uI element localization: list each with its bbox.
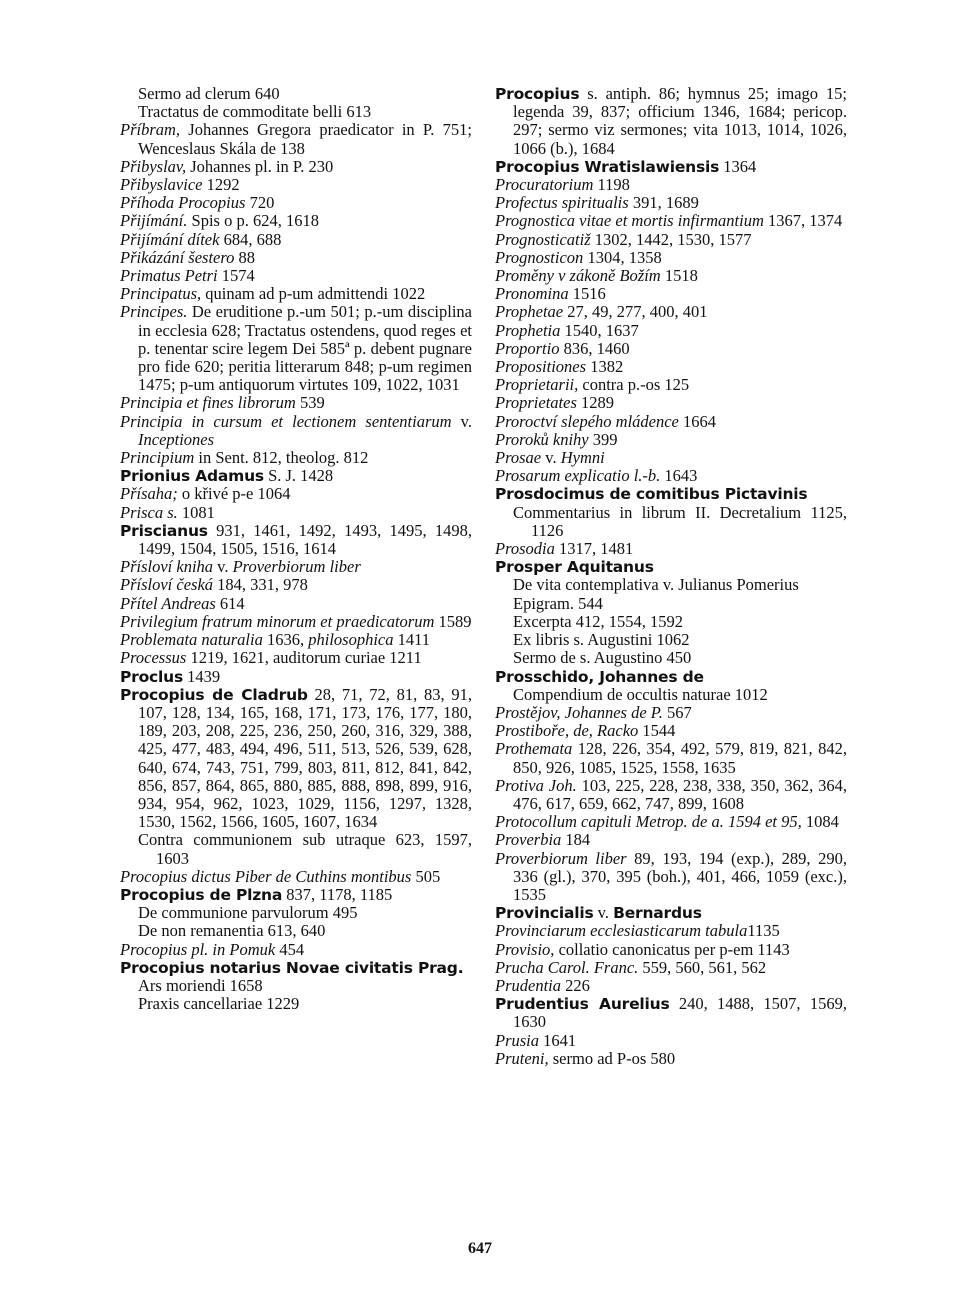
- entry-heading: Principia et fines librorum: [120, 393, 296, 413]
- entry-references: 505: [411, 866, 441, 886]
- index-entry: [495, 249, 847, 267]
- index-entry: [495, 158, 847, 176]
- index-entry: [495, 595, 847, 613]
- entry-references: 27, 49, 277, 400, 401: [563, 302, 708, 322]
- index-entry: [495, 358, 847, 376]
- index-entry: [120, 904, 472, 922]
- entry-heading: Propositiones: [495, 357, 587, 377]
- entry-heading: Prophetia: [495, 320, 561, 340]
- entry-heading: Principes.: [120, 302, 188, 322]
- entry-references: in Sent. 812, theolog. 812: [194, 448, 369, 468]
- entry-heading: Proprietates: [495, 393, 577, 413]
- entry-references: 567: [662, 702, 692, 722]
- entry-heading: Problemata naturalia: [120, 630, 263, 650]
- entry-heading: Principatus,: [120, 284, 202, 304]
- entry-references: 1367, 1374: [763, 211, 843, 231]
- index-entry: [495, 922, 847, 940]
- entry-references: v.: [213, 557, 233, 577]
- entry-references: collatio canonicatus per p-em 1143: [554, 939, 790, 959]
- entry-references: 226: [561, 975, 590, 995]
- index-entry: [495, 558, 847, 576]
- entry-references: 1084: [801, 812, 839, 832]
- entry-references: 128, 226, 354, 492, 579, 819, 821, 842, 850, 926, 1085, 1525, 1558, 1635: [513, 739, 847, 777]
- entry-heading: Prucha Carol. Franc.: [495, 957, 639, 977]
- entry-references: 1304, 1358: [583, 247, 662, 267]
- index-entry: [495, 941, 847, 959]
- entry-heading: Provisio,: [495, 939, 555, 959]
- entry-heading: Procopius de Cladrub: [120, 685, 308, 704]
- entry-references: o křivé p-e 1064: [177, 484, 291, 504]
- index-entry: [120, 686, 472, 832]
- index-entry: [120, 922, 472, 940]
- index-entry: [495, 340, 847, 358]
- index-entry: [495, 285, 847, 303]
- entry-references: Epigram. 544: [513, 593, 603, 613]
- entry-references: 1292: [202, 175, 240, 195]
- entry-references: Excerpta 412, 1554, 1592: [513, 611, 684, 631]
- entry-heading: Provincialis: [495, 904, 594, 923]
- index-entry: [120, 394, 472, 412]
- entry-heading: Proroků knihy: [495, 429, 589, 449]
- entry-heading: Profectus spiritualis: [495, 193, 629, 213]
- index-entry: [495, 959, 847, 977]
- entry-references: S. J. 1428: [263, 466, 334, 486]
- entry-references: Spis o p. 624, 1618: [187, 211, 319, 231]
- index-entry: [495, 176, 847, 194]
- index-entry: [495, 431, 847, 449]
- index-entry: [120, 231, 472, 249]
- entry-references: 1081: [177, 502, 215, 522]
- entry-heading: Prudentia: [495, 975, 561, 995]
- entry-references: 1518: [660, 266, 698, 286]
- entry-references: 1411: [393, 630, 430, 650]
- entry-references: 1364: [719, 156, 757, 176]
- entry-heading: Prognosticon: [495, 247, 584, 267]
- index-entry: [120, 212, 472, 230]
- entry-references: Johannes pl. in P. 230: [186, 156, 334, 176]
- index-entry: [495, 413, 847, 431]
- index-entry: [495, 194, 847, 212]
- index-entry: [495, 995, 847, 1031]
- entry-references: 1589: [434, 611, 472, 631]
- entry-references: 184, 331, 978: [213, 575, 308, 595]
- entry-heading: Prothemata: [495, 739, 573, 759]
- entry-heading: Protocollum capituli Metrop. de a. 1594 et 95,: [495, 812, 802, 832]
- entry-references: quinam ad p-um admittendi 1022: [201, 284, 426, 304]
- index-entry: [495, 576, 847, 594]
- entry-references: 614: [215, 593, 245, 613]
- index-entry: [120, 176, 472, 194]
- entry-heading: Prostiboře, de, Racko: [495, 721, 639, 741]
- entry-heading: Proclus: [120, 667, 184, 686]
- index-entry: [495, 303, 847, 321]
- entry-heading: Protiva Joh.: [495, 775, 577, 795]
- index-entry: [495, 231, 847, 249]
- entry-heading: Přibyslavice: [120, 175, 203, 195]
- index-entry: [120, 977, 472, 995]
- entry-heading: Prosarum explicatio l.-b.: [495, 466, 661, 486]
- entry-heading: Proportio: [495, 338, 560, 358]
- entry-heading: Prostějov, Johannes de P.: [495, 702, 663, 722]
- index-entry: [495, 449, 847, 467]
- entry-references: v.: [593, 903, 614, 923]
- entry-heading: Prosae: [495, 448, 542, 468]
- index-entry: [120, 649, 472, 667]
- index-entry: [120, 595, 472, 613]
- entry-heading: Priscianus: [120, 521, 208, 540]
- index-entry: [120, 558, 472, 576]
- index-entry: [120, 121, 472, 157]
- index-entry: [120, 941, 472, 959]
- entry-references: De eruditione p.-um 501; p.-um disciplina in ecclesia 628; Tractatus ostendens, quod reges et p. tenentar scire legem Dei 585ª p. debent pugnare pro fide 620; peritia litterarum 848; p-um regimen 1475; p-um antiquorum virtutes 109, 1022, 1031: [138, 302, 472, 395]
- entry-references: 1544: [638, 721, 676, 741]
- index-entry: [120, 868, 472, 886]
- entry-heading: Prisca s.: [120, 502, 178, 522]
- entry-references: 1382: [586, 357, 624, 377]
- entry-references: 1439: [183, 666, 221, 686]
- index-entry: [120, 886, 472, 904]
- entry-references: v.: [451, 411, 472, 431]
- index-entry: [120, 831, 472, 867]
- index-entry: [495, 813, 847, 831]
- entry-references: Sermo ad clerum 640: [138, 84, 280, 103]
- entry-references: Tractatus de commoditate belli 613: [138, 102, 372, 122]
- entry-cross-reference: philosophica: [308, 630, 394, 650]
- entry-heading: Přítel Andreas: [120, 593, 216, 613]
- entry-cross-reference: Bernardus: [613, 904, 702, 923]
- entry-heading: Principium: [120, 448, 195, 468]
- index-entry: [495, 1032, 847, 1050]
- entry-references: 103, 225, 228, 238, 338, 350, 362, 364, 476, 617, 659, 662, 747, 899, 1608: [513, 775, 848, 813]
- index-entry: [120, 285, 472, 303]
- index-entry: [120, 249, 472, 267]
- entry-references: Johannes Gregora praedicator in P. 751; Wenceslaus Skála de 138: [138, 120, 472, 158]
- entry-references: 184: [561, 830, 591, 850]
- index-entry: [495, 504, 847, 540]
- entry-heading: Prionius Adamus: [120, 467, 264, 486]
- index-entry: [120, 485, 472, 503]
- entry-references: contra p.-os 125: [578, 375, 690, 395]
- entry-references: De communione parvulorum 495: [138, 903, 358, 923]
- index-entry: [495, 467, 847, 485]
- entry-heading: Prudentius Aurelius: [495, 995, 670, 1014]
- entry-references: 836, 1460: [559, 338, 630, 358]
- index-entry: [120, 467, 472, 485]
- index-entry: [120, 959, 472, 977]
- entry-cross-reference: Hymni: [560, 448, 605, 468]
- entry-cross-reference: Proverbiorum liber: [232, 557, 361, 577]
- entry-heading: Prusia: [495, 1030, 540, 1050]
- index-entry: [495, 540, 847, 558]
- index-entry: [120, 85, 472, 103]
- index-entry: [120, 158, 472, 176]
- page-number: 647: [468, 1240, 492, 1257]
- index-entry: [495, 649, 847, 667]
- entry-heading: Processus: [120, 648, 187, 668]
- entry-heading: Prosschido, Johannes de: [495, 667, 704, 686]
- index-entry: [120, 194, 472, 212]
- index-entry: [495, 977, 847, 995]
- entry-heading: Přijímání dítek: [120, 229, 220, 249]
- entry-references: 28, 71, 72, 81, 83, 91, 107, 128, 134, 165, 168, 171, 173, 176, 177, 180, 189, 203, 208, 225, 236, 250, 260, 316, 329, 388, 425, 477, 483, 494, 496, 511, 513, 526, 539, 628, 640, 674, 743, 751, 799, 803, 811, 812, 841, 842, 856, 857, 864, 865, 880, 885, 888, 898, 899, 916, 934, 954, 962, 1023, 1029, 1156, 1297, 1328, 1530, 1562, 1566, 1605, 1607, 1634: [138, 684, 473, 832]
- index-entry: [495, 485, 847, 503]
- entry-references: 1636,: [262, 630, 309, 650]
- index-entry: [120, 504, 472, 522]
- index-entry: [495, 1050, 847, 1068]
- entry-heading: Proprietarii,: [495, 375, 579, 395]
- index-entry: [495, 212, 847, 230]
- index-entry: [495, 850, 847, 905]
- entry-references: 1289: [576, 393, 615, 413]
- entry-references: Contra communionem sub utraque 623, 1597, 1603: [138, 830, 472, 868]
- index-entry: [495, 831, 847, 849]
- entry-heading: Primatus Petri: [120, 266, 218, 286]
- index-entry: [495, 904, 847, 922]
- index-entry: [495, 704, 847, 722]
- entry-heading: Prognostica vitae et mortis infirmantium: [495, 211, 764, 231]
- entry-heading: Procopius pl. in Pomuk: [120, 939, 276, 959]
- entry-heading: Přísloví česká: [120, 575, 214, 595]
- index-entry: [120, 576, 472, 594]
- entry-heading: Procuratorium: [495, 175, 594, 195]
- entry-heading: Příbram,: [120, 120, 181, 140]
- entry-references: 1516: [568, 284, 606, 304]
- entry-references: Compendium de occultis naturae 1012: [513, 684, 768, 704]
- entry-heading: Proměny v zákoně Božím: [495, 266, 661, 286]
- index-entry: [495, 668, 847, 686]
- entry-references: 240, 1488, 1507, 1569, 1630: [513, 994, 847, 1032]
- entry-heading: Prognosticatiž: [495, 229, 591, 249]
- entry-heading: Principia in cursum et lectionem sententiarum: [120, 411, 452, 431]
- entry-heading: Prophetae: [495, 302, 564, 322]
- index-entry: [120, 522, 472, 558]
- entry-heading: Proroctví slepého mládence: [495, 411, 679, 431]
- entry-references: 1198: [593, 175, 630, 195]
- entry-references: 1219, 1621, auditorum curiae 1211: [186, 648, 422, 668]
- left-index-column: [120, 85, 472, 1013]
- entry-heading: Prosper Aquitanus: [495, 558, 654, 577]
- entry-heading: Proverbiorum liber: [495, 848, 627, 868]
- index-entry: [495, 376, 847, 394]
- entry-heading: Pronomina: [495, 284, 569, 304]
- index-entry: [120, 413, 472, 449]
- index-entry: [120, 995, 472, 1013]
- entry-references: De non remanentia 613, 640: [138, 921, 326, 941]
- index-entry: [495, 740, 847, 776]
- entry-references: 399: [588, 429, 618, 449]
- entry-cross-reference: Inceptiones: [138, 429, 215, 449]
- index-entry: [495, 686, 847, 704]
- entry-references: 1317, 1481: [554, 539, 634, 559]
- entry-references: Ars moriendi 1658: [138, 975, 263, 995]
- index-entry: [495, 85, 847, 158]
- entry-references: De vita contemplativa v. Julianus Pomerius: [513, 575, 799, 595]
- entry-references: 89, 193, 194 (exp.), 289, 290, 336 (gl.), 370, 395 (boh.), 401, 466, 1059 (exc.), 1535: [513, 848, 847, 904]
- index-entry: [495, 777, 847, 813]
- entry-heading: Přísloví kniha: [120, 557, 214, 577]
- entry-references: 1302, 1442, 1530, 1577: [590, 229, 752, 249]
- entry-heading: Proverbia: [495, 830, 562, 850]
- entry-references: s. antiph. 86; hymnus 25; imago 15; legenda 39, 837; officium 1346, 1684; pericop. 297; sermo viz sermones; vita 1013, 1014, 1026, 1066 (b.), 1684: [513, 84, 847, 158]
- index-entry: [495, 322, 847, 340]
- index-entry: [495, 613, 847, 631]
- entry-heading: Prosdocimus de comitibus Pictavinis: [495, 485, 808, 504]
- index-entry: [120, 449, 472, 467]
- entry-references: 837, 1178, 1185: [282, 884, 393, 904]
- index-entry: [120, 613, 472, 631]
- entry-references: 1540, 1637: [560, 320, 639, 340]
- entry-references: 88: [234, 247, 256, 267]
- entry-heading: Procopius: [495, 85, 580, 103]
- index-entry: [495, 267, 847, 285]
- entry-heading: Přijímání.: [120, 211, 188, 231]
- entry-heading: Procopius Wratislawiensis: [495, 157, 720, 176]
- entry-references: Commentarius in librum II. Decretalium 1125, 1126: [513, 502, 847, 540]
- index-entry: [495, 722, 847, 740]
- index-entry: [120, 267, 472, 285]
- entry-references: 1641: [539, 1030, 577, 1050]
- right-index-column: [495, 85, 847, 1068]
- entry-heading: Přibyslav,: [120, 156, 187, 176]
- entry-references: 539: [295, 393, 325, 413]
- entry-heading: Příhoda Procopius: [120, 193, 246, 213]
- entry-references: 931, 1461, 1492, 1493, 1495, 1498, 1499, 1504, 1505, 1516, 1614: [138, 520, 472, 559]
- entry-references: v.: [541, 448, 561, 468]
- entry-references: 1135: [747, 921, 780, 941]
- index-entry: [120, 668, 472, 686]
- entry-references: Praxis cancellariae 1229: [138, 994, 300, 1014]
- entry-references: Ex libris s. Augustini 1062: [513, 630, 690, 650]
- index-entry: [495, 631, 847, 649]
- entry-references: sermo ad P-os 580: [548, 1048, 676, 1068]
- entry-references: 720: [245, 193, 275, 213]
- entry-heading: Procopius de Plzna: [120, 885, 283, 904]
- entry-heading: Procopius notarius Novae civitatis Prag.: [120, 958, 464, 977]
- index-entry: [120, 103, 472, 121]
- entry-heading: Přísaha;: [120, 484, 178, 504]
- index-entry: [120, 631, 472, 649]
- entry-heading: Procopius dictus Piber de Cuthins montibus: [120, 866, 412, 886]
- entry-heading: Privilegium fratrum minorum et praedicatorum: [120, 611, 435, 631]
- entry-references: Sermo de s. Augustino 450: [513, 648, 692, 668]
- index-entry: [120, 303, 472, 394]
- entry-references: 1643: [660, 466, 698, 486]
- entry-references: 559, 560, 561, 562: [638, 957, 767, 977]
- entry-heading: Prosodia: [495, 539, 555, 559]
- entry-references: 1664: [678, 411, 717, 431]
- entry-references: 454: [275, 939, 305, 959]
- entry-heading: Provinciarum ecclesiasticarum tabula: [495, 921, 748, 941]
- entry-heading: Přikázání šestero: [120, 247, 235, 267]
- entry-heading: Pruteni,: [495, 1048, 549, 1068]
- entry-references: 684, 688: [219, 229, 282, 249]
- index-entry: [495, 394, 847, 412]
- entry-references: 1574: [217, 266, 255, 286]
- entry-references: 391, 1689: [628, 193, 699, 213]
